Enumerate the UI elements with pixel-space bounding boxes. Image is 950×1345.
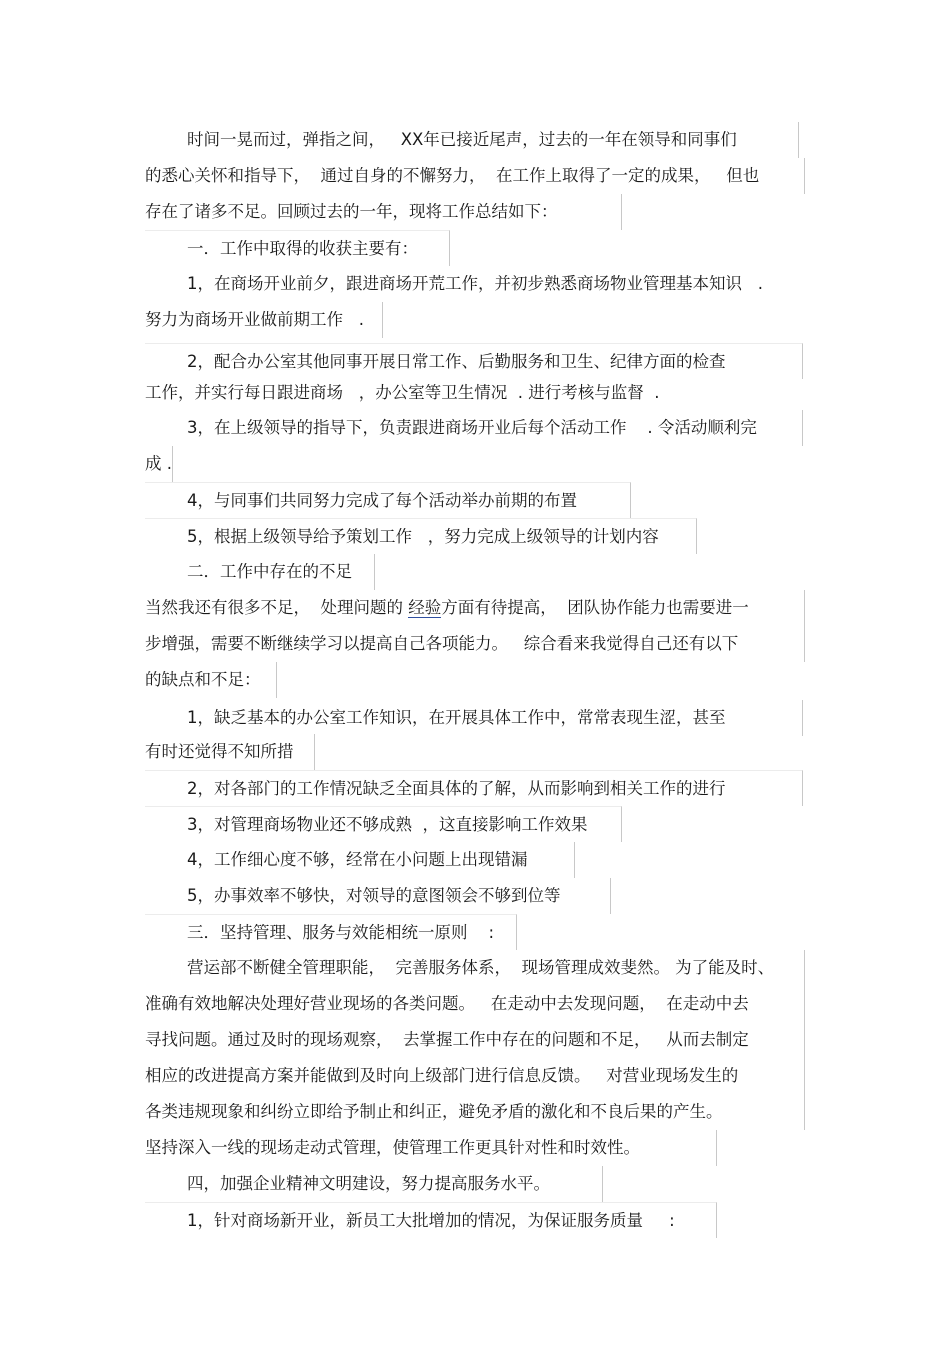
intro-line-2: 的悉心关怀和指导下， 通过自身的不懈努力， 在工作上取得了一定的成果， 但也	[145, 158, 805, 194]
s1-item-5: 5，根据上级领导给予策划工作 ，努力完成上级领导的计划内容	[145, 518, 697, 554]
s2-item-4: 4，工作细心度不够，经常在小问题上出现错漏	[145, 842, 575, 878]
s1-item-3-line-1: 3，在上级领导的指导下，负责跟进商场开业后每个活动工作 . 令活动顺利完	[145, 410, 803, 446]
s2-item-1-line-2: 有时还觉得不知所措	[145, 734, 315, 770]
s4-item-1: 1，针对商场新开业，新员工大批增加的情况，为保证服务质量 :	[145, 1202, 717, 1238]
s2-item-3: 3，对管理商场物业还不够成熟 ，这直接影响工作效果	[145, 806, 622, 842]
section-3-heading: 三．坚持管理、服务与效能相统一原则 :	[145, 914, 517, 950]
intro-line-3: 存在了诸多不足。回顾过去的一年，现将工作总结如下：	[145, 194, 622, 230]
s1-item-3-line-2: 成 .	[145, 446, 173, 482]
s1-item-1-line-1: 1，在商场开业前夕，跟进商场开荒工作，并初步熟悉商场物业管理基本知识 .	[145, 274, 763, 293]
s1-item-1-line-2: 努力为商场开业做前期工作 .	[145, 302, 383, 338]
s3-para-line-2: 准确有效地解决处理好营业现场的各类问题。 在走动中去发现问题， 在走动中去	[145, 986, 805, 1022]
experience-link[interactable]: 经验	[408, 598, 442, 617]
s2-item-2: 2，对各部门的工作情况缺乏全面具体的了解，从而影响到相关工作的进行	[145, 770, 803, 806]
s3-para-line-6: 坚持深入一线的现场走动式管理，使管理工作更具针对性和时效性。	[145, 1130, 717, 1166]
s2-item-1-line-1: 1，缺乏基本的办公室工作知识，在开展具体工作中，常常表现生涩，甚至	[145, 700, 803, 736]
section-2-heading: 二．工作中存在的不足	[145, 554, 375, 590]
s2-para-line-1	[145, 590, 805, 626]
section-4-heading: 四，加强企业精神文明建设，努力提高服务水平。	[145, 1166, 603, 1202]
s1-item-2-line-1: 2，配合办公室其他同事开展日常工作、后勤服务和卫生、纪律方面的检查	[145, 343, 803, 379]
s2-item-5: 5，办事效率不够快，对领导的意图领会不够到位等	[145, 878, 611, 914]
s3-para-line-1: 营运部不断健全管理职能， 完善服务体系， 现场管理成效斐然。 为了能及时、	[145, 950, 805, 986]
s3-para-line-4: 相应的改进提高方案并能做到及时向上级部门进行信息反馈。 对营业现场发生的	[145, 1058, 805, 1094]
s1-item-4: 4，与同事们共同努力完成了每个活动举办前期的布置	[145, 482, 631, 518]
s2-para-line-1-start: 当然我还有很多不足， 处理问题的	[145, 598, 409, 617]
s2-para-line-1-end: 方面有待提高， 团队协作能力也需要进一	[441, 598, 749, 617]
s2-para-line-3: 的缺点和不足：	[145, 662, 277, 698]
s3-para-line-5: 各类违规现象和纠纷立即给予制止和纠正，避免矛盾的激化和不良后果的产生。	[145, 1094, 805, 1130]
intro-line-1: 时间一晃而过，弹指之间， XX年已接近尾声，过去的一年在领导和同事们	[145, 122, 799, 158]
s1-item-2-line-2: 工作，并实行每日跟进商场 ，办公室等卫生情况 . 进行考核与监督 .	[145, 383, 660, 402]
section-1-heading: 一．工作中取得的收获主要有：	[145, 230, 450, 266]
s2-para-line-2: 步增强，需要不断继续学习以提高自己各项能力。 综合看来我觉得自己还有以下	[145, 626, 805, 662]
s3-para-line-3: 寻找问题。通过及时的现场观察， 去掌握工作中存在的问题和不足， 从而去制定	[145, 1022, 805, 1058]
